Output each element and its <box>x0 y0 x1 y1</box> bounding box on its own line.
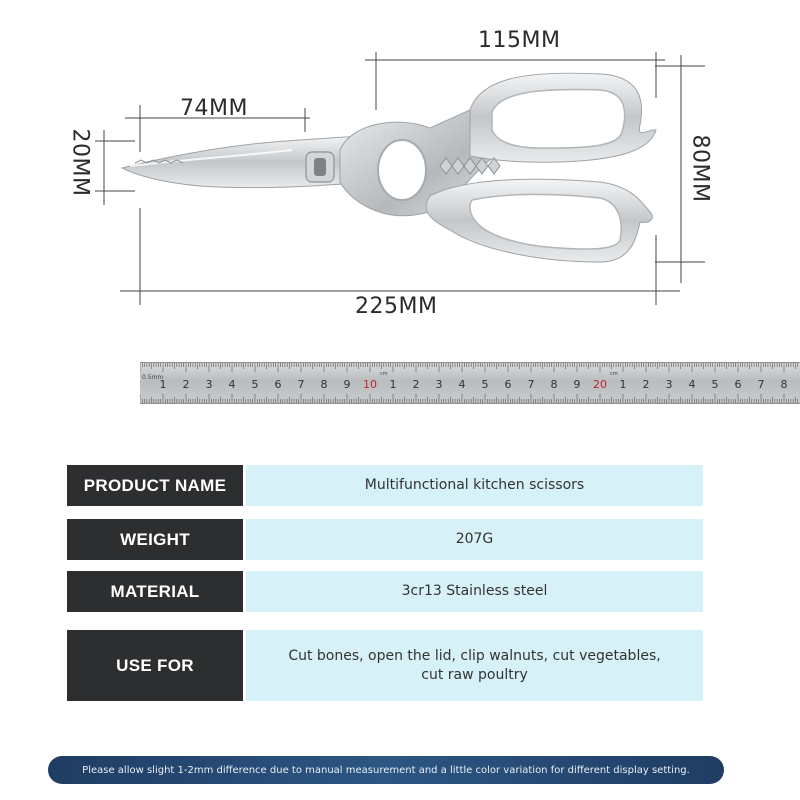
total-length-label: 225MM <box>355 294 438 319</box>
spec-value: Cut bones, open the lid, clip walnuts, cut vegetables, cut raw poultry <box>246 630 703 701</box>
ruler-number: 4 <box>228 378 236 391</box>
spec-label: USE FOR <box>67 630 243 701</box>
ruler-cm-label: cm <box>380 371 388 377</box>
ruler-number: 7 <box>757 378 765 391</box>
ruler-number: 3 <box>665 378 673 391</box>
ruler-number: 6 <box>734 378 742 391</box>
disclaimer-banner: Please allow slight 1-2mm difference due to manual measurement and a little color variation for different display setting. <box>48 756 724 784</box>
ruler-number: 7 <box>297 378 305 391</box>
ruler-number: 3 <box>435 378 443 391</box>
ruler-cm-label: cm <box>610 371 618 377</box>
scissors-illustration <box>0 0 800 340</box>
ruler-number: 5 <box>711 378 719 391</box>
ruler-number: 6 <box>274 378 282 391</box>
spec-value: 3cr13 Stainless steel <box>246 571 703 612</box>
spec-value: Multifunctional kitchen scissors <box>246 465 703 506</box>
blade-length-label: 74MM <box>180 96 248 121</box>
ruler-number: 2 <box>182 378 190 391</box>
ruler-number: 9 <box>573 378 581 391</box>
ruler-number: 2 <box>412 378 420 391</box>
spec-row-product-name <box>67 465 703 506</box>
ruler-number: 2 <box>642 378 650 391</box>
spec-label: MATERIAL <box>67 571 243 612</box>
ruler-number: 7 <box>527 378 535 391</box>
ruler-number: 9 <box>343 378 351 391</box>
ruler-number: 5 <box>251 378 259 391</box>
spec-row-use-for <box>67 630 703 701</box>
handle-width-label: 80MM <box>687 134 713 203</box>
spec-row-material <box>67 571 703 612</box>
blade-width-label: 20MM <box>67 128 93 197</box>
ruler-ticks <box>140 363 800 403</box>
ruler-number: 20 <box>593 378 607 391</box>
ruler-number: 4 <box>688 378 696 391</box>
ruler-number: 1 <box>389 378 397 391</box>
ruler-number: 8 <box>550 378 558 391</box>
ruler-number: 4 <box>458 378 466 391</box>
ruler-number: 6 <box>504 378 512 391</box>
ruler-number: 10 <box>363 378 377 391</box>
measuring-ruler <box>140 362 800 404</box>
ruler-number: 3 <box>205 378 213 391</box>
handle-length-label: 115MM <box>478 28 561 53</box>
ruler-number: 8 <box>780 378 788 391</box>
spec-label: WEIGHT <box>67 519 243 560</box>
ruler-number: 1 <box>619 378 627 391</box>
ruler-unit-label: 0.5mm <box>142 374 164 381</box>
spec-label: PRODUCT NAME <box>67 465 243 506</box>
ruler-number: 5 <box>481 378 489 391</box>
ruler-number: 1 <box>159 378 167 391</box>
spec-row-weight <box>67 519 703 560</box>
ruler-number: 8 <box>320 378 328 391</box>
spec-value: 207G <box>246 519 703 560</box>
